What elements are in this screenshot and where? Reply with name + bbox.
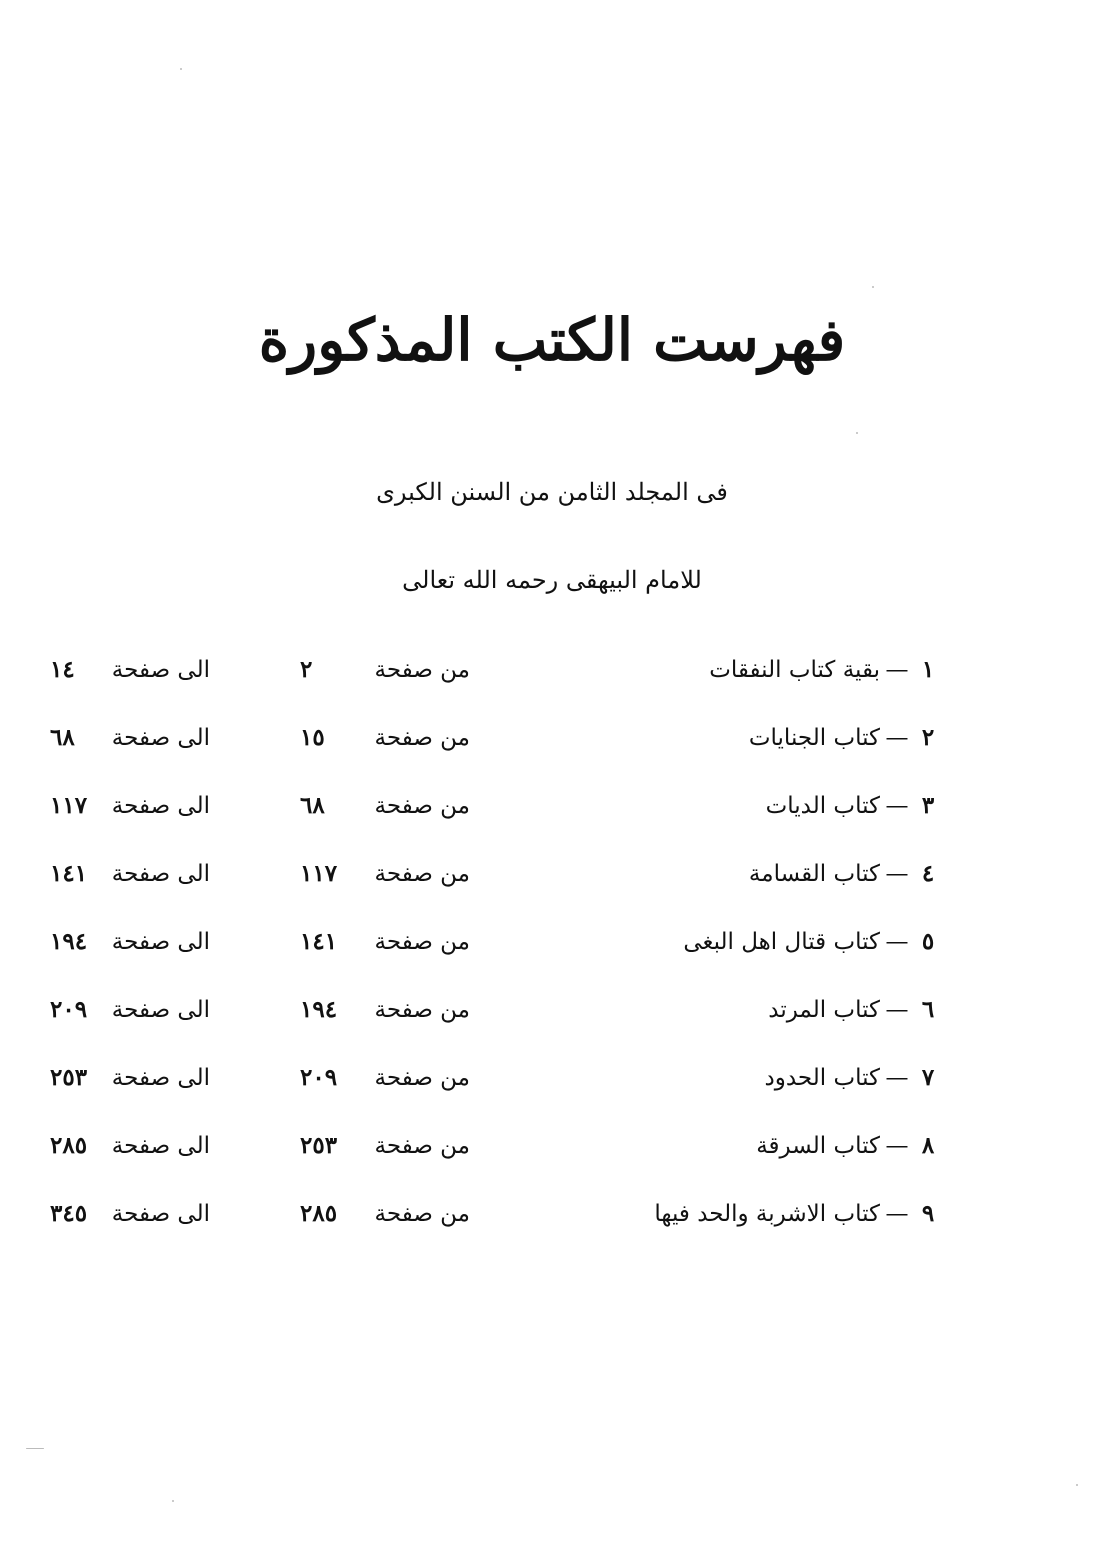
to-page-number: ٣٤٥ <box>50 1200 88 1227</box>
from-page-label: من صفحة <box>374 1133 470 1159</box>
to-page-label: الى صفحة <box>111 1201 210 1227</box>
to-page-label: الى صفحة <box>111 1065 210 1091</box>
from-page-label: من صفحة <box>374 657 470 683</box>
to-page-number: ٢٨٥ <box>50 1132 88 1159</box>
list-item <box>50 784 940 852</box>
to-page-label: الى صفحة <box>111 1133 210 1159</box>
from-page-number: ١٩٤ <box>300 996 338 1023</box>
to-page-label: الى صفحة <box>111 793 210 819</box>
author-subtitle: للامام البيهقى رحمه الله تعالى <box>402 566 702 594</box>
list-item <box>50 988 940 1056</box>
entry-dash: — <box>885 1065 909 1091</box>
entry-number: ٣ <box>921 792 935 819</box>
entry-dash: — <box>885 657 909 683</box>
entry-title: كتاب الاشربة والحد فيها <box>654 1201 880 1227</box>
scan-speck <box>856 432 858 434</box>
entry-number: ٤ <box>921 860 935 887</box>
to-page-number: ١١٧ <box>50 792 88 819</box>
to-page-label: الى صفحة <box>111 929 210 955</box>
from-page-number: ٢٨٥ <box>300 1200 338 1227</box>
from-page-label: من صفحة <box>374 861 470 887</box>
entry-dash: — <box>885 793 909 819</box>
to-page-number: ١٩٤ <box>50 928 88 955</box>
list-item <box>50 716 940 784</box>
to-page-label: الى صفحة <box>111 861 210 887</box>
entry-dash: — <box>885 997 909 1023</box>
from-page-number: ٢ <box>300 656 313 683</box>
from-page-number: ١٥ <box>300 724 325 751</box>
to-page-number: ١٤١ <box>50 860 88 887</box>
entry-dash: — <box>885 1201 909 1227</box>
table-of-contents <box>50 648 940 1260</box>
list-item <box>50 1192 940 1260</box>
scan-speck <box>1076 1484 1078 1486</box>
from-page-number: ١١٧ <box>300 860 338 887</box>
from-page-number: ١٤١ <box>300 928 338 955</box>
list-item <box>50 1124 940 1192</box>
entry-number: ٨ <box>921 1132 935 1159</box>
from-page-label: من صفحة <box>374 725 470 751</box>
scan-speck <box>180 68 182 70</box>
to-page-number: ١٤ <box>50 656 75 683</box>
entry-number: ٥ <box>921 928 935 955</box>
entry-number: ٧ <box>921 1064 935 1091</box>
to-page-label: الى صفحة <box>111 997 210 1023</box>
from-page-label: من صفحة <box>374 1065 470 1091</box>
entry-title: كتاب الحدود <box>764 1065 880 1091</box>
from-page-label: من صفحة <box>374 997 470 1023</box>
entry-title: كتاب السرقة <box>756 1133 880 1159</box>
to-page-number: ٢٥٣ <box>50 1064 88 1091</box>
from-page-label: من صفحة <box>374 793 470 819</box>
list-item <box>50 648 940 716</box>
to-page-number: ٦٨ <box>50 724 75 751</box>
from-page-number: ٢٠٩ <box>300 1064 338 1091</box>
scan-speck <box>172 1500 174 1502</box>
entry-dash: — <box>885 1133 909 1159</box>
volume-subtitle: فى المجلد الثامن من السنن الكبرى <box>376 478 728 506</box>
entry-title: كتاب الديات <box>765 793 880 819</box>
entry-number: ١ <box>921 656 935 683</box>
entry-number: ٦ <box>921 996 935 1023</box>
list-item <box>50 920 940 988</box>
from-page-number: ٢٥٣ <box>300 1132 338 1159</box>
scan-speck <box>26 1448 44 1449</box>
from-page-number: ٦٨ <box>300 792 325 819</box>
to-page-label: الى صفحة <box>111 725 210 751</box>
entry-number: ٩ <box>921 1200 935 1227</box>
to-page-label: الى صفحة <box>111 657 210 683</box>
entry-dash: — <box>885 929 909 955</box>
entry-number: ٢ <box>921 724 935 751</box>
entry-title: كتاب الجنايات <box>748 725 880 751</box>
list-item <box>50 1056 940 1124</box>
entry-title: كتاب المرتد <box>768 997 880 1023</box>
page-title: فهرست الكتب المذكورة <box>258 306 846 374</box>
to-page-number: ٢٠٩ <box>50 996 88 1023</box>
entry-title: بقية كتاب النفقات <box>709 657 880 683</box>
entry-dash: — <box>885 725 909 751</box>
list-item <box>50 852 940 920</box>
from-page-label: من صفحة <box>374 929 470 955</box>
scan-speck <box>872 286 874 288</box>
from-page-label: من صفحة <box>374 1201 470 1227</box>
entry-title: كتاب قتال اهل البغى <box>683 929 880 955</box>
entry-title: كتاب القسامة <box>748 861 880 887</box>
entry-dash: — <box>885 861 909 887</box>
